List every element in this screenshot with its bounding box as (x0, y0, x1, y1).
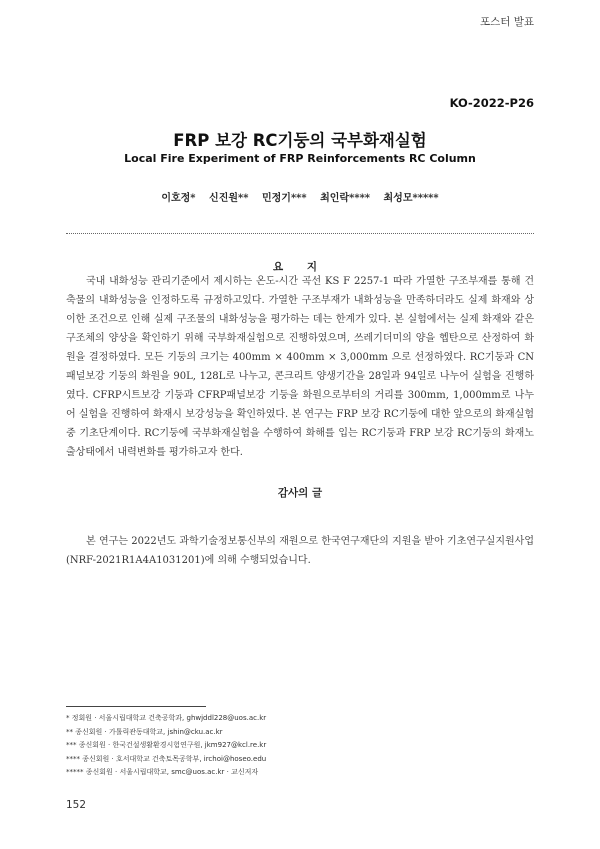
poster-presentation-tag: 포스터 발표 (479, 16, 534, 28)
footnote-rule (66, 706, 206, 707)
author-name: 최성모***** (383, 193, 439, 204)
page-number: 152 (66, 799, 87, 811)
acknowledgement-body: 본 연구는 2022년도 과학기술정보통신부의 재원으로 한국연구재단의 지원을 받아 기초연구실지원사업(NRF-2021R1A4A1031201)에 의해 수행되었습니다. (66, 536, 534, 566)
author-name: 최인락**** (320, 193, 371, 204)
author-name: 민정기*** (261, 193, 307, 204)
footnote-item: * 정회원 · 서울시립대학교 건축공학과, ghwjddl228@uos.ac.kr (66, 714, 267, 722)
paper-title-english: Local Fire Experiment of FRP Reinforcements RC Column (124, 152, 476, 165)
author-name: 이호정* (161, 193, 196, 204)
abstract-body: 국내 내화성능 관리기준에서 제시하는 온도-시간 곡선 KS F 2257-1 따라 가열한 구조부재를 통해 건축물의 내화성능을 인정하도록 규정하고있다. 가열한 구조부재가 내화성능을 만족하더라도 실제 화재와 상이한 조건으로 인해 실제 구조물의 내화성능을 평가하는 데는 한계가 있다. 본 실험에서는 실제 화재와 같은 구조체의 양상을 확인하기 위해 국부화재실험으로 진행하였으며, 쓰레기더미의 양을 헵탄으로 산정하여 화원을 결정하였다. 모든 기둥의 크기는 400mm × 400mm × 3,000mm 으로 선정하였다. RC기둥과 CN패널보강 기둥의 화원을 90L, 128L로 나누고, 콘크리트 양생기간을 28일과 94일로 나누어 실험을 진행하였다. CFRP시트보강 기둥과 CFRP패널보강 기둥을 화원으로부터의 거리를 300mm, 1,000mm로 나누어 실험을 진행하여 화재시 보강성능을 확인하였다. 본 연구는 FRP 보강 RC기둥에 대한 앞으로의 화재실험 중 기초단계이다. RC기둥에 국부화재실험을 수행하여 화해를 입는 RC기둥과 FRP 보강 RC기둥의 화재노출상태에서 내력변화를 평가하고자 한다. (66, 276, 534, 458)
footnote-item: *** 종신회원 · 한국건설생활환경시험연구원, jkm927@kcl.re.kr (66, 741, 267, 749)
acknowledgement-heading: 감사의 글 (277, 487, 323, 499)
author-name: 신진원** (209, 193, 249, 204)
footnotes (66, 712, 536, 780)
dotted-divider (66, 233, 534, 234)
author-list (0, 189, 600, 204)
paper-code: KO-2022-P26 (449, 96, 534, 110)
footnote-item: **** 종신회원 · 호서대학교 건축토목공학부, irchoi@hoseo.edu (66, 754, 267, 763)
abstract-heading: 요 지 (273, 261, 327, 273)
paper-title-korean: FRP 보강 RC기둥의 국부화재실험 (173, 131, 427, 150)
footnote-item: ***** 종신회원 · 서울시립대학교, smc@uos.ac.kr · 교신저자 (66, 768, 259, 776)
footnote-item: ** 종신회원 · 가톨릭관동대학교, jshin@cku.ac.kr (66, 727, 223, 736)
